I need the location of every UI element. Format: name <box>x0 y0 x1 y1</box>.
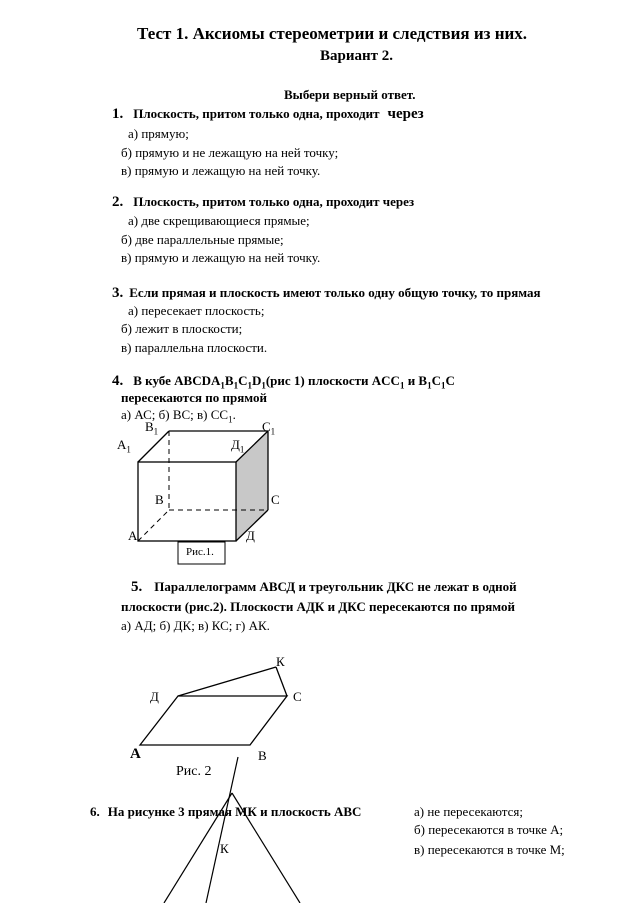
question-text: Если прямая и плоскость имеют только одну общую точку, то прямая <box>129 285 541 300</box>
question-number: 5. <box>131 579 143 595</box>
fig2-label-b: В <box>258 748 267 763</box>
fig2-label-a: А <box>130 746 141 762</box>
fig2-label-c: С <box>293 689 302 704</box>
fig1-label-a1: $А_1$ <box>117 437 131 455</box>
answer-1c: в) прямую и лежащую на ней точку. <box>121 163 321 178</box>
answer-2c: в) прямую и лежащую на ней точку. <box>121 250 321 265</box>
question-text-end: через <box>387 106 424 122</box>
fig1-label-d1: $Д_1$ <box>231 437 245 455</box>
fig1-label-c1: $C_1$ <box>262 419 276 437</box>
fig2-label-k: К <box>276 654 285 669</box>
question-text: Плоскость, притом только одна, проходит через <box>133 194 415 209</box>
figure-2-caption: Рис. 2 <box>176 764 212 779</box>
fig2-label-d: Д <box>150 689 159 704</box>
question-5-line2: плоскости (рис.2). Плоскости АДК и ДКС пересекаются по прямой <box>121 599 515 614</box>
answer-6c: в) пересекаются в точке М; <box>414 842 565 857</box>
question-text: Плоскость, притом только одна, проходит <box>133 106 380 121</box>
answer-3a: а) пересекает плоскость; <box>128 303 265 318</box>
fig1-label-a: А <box>128 528 138 543</box>
answer-3b: б) лежит в плоскости; <box>121 321 243 336</box>
fig1-label-c: С <box>271 492 280 507</box>
fig1-label-b: В <box>155 492 164 507</box>
question-number: 3. <box>112 285 124 301</box>
question-6 <box>90 803 361 821</box>
figure-1-caption: Рис.1. <box>186 546 214 558</box>
answer-1b: б) прямую и не лежащую на ней точку; <box>121 145 339 160</box>
answer-2b: б) две параллельные прямые; <box>121 232 284 247</box>
question-text: Параллелограмм АВСД и треугольник ДКС не лежат в одной <box>154 579 517 594</box>
fig1-label-b1: $B_1$ <box>145 419 159 437</box>
question-number: 1. <box>112 106 124 122</box>
answer-3c: в) параллельна плоскости. <box>121 340 268 355</box>
answer-6b: б) пересекаются в точке А; <box>414 822 564 837</box>
fig3-label-k: К <box>220 841 229 856</box>
question-4-line2: пересекаются по прямой <box>121 390 267 405</box>
fig1-label-d: Д <box>246 528 255 543</box>
question-number: 2. <box>112 194 124 210</box>
question-number: 6. <box>90 804 100 819</box>
page-title: Тест 1. Аксиомы стереометрии и следствия из них. <box>137 24 528 43</box>
answers-5: а) АД; б) ДК; в) КС; г) АК. <box>121 618 270 633</box>
question-number: 4. <box>112 373 124 389</box>
question-text: На рисунке 3 прямая МК и плоскость АВС <box>107 804 362 819</box>
variant-label: Вариант 2. <box>320 48 394 64</box>
answers-4: а) АС; б) ВС; в) $СС_1$. <box>121 407 236 425</box>
answer-1a: а) прямую; <box>128 126 189 141</box>
answer-2a: а) две скрещивающиеся прямые; <box>128 213 310 228</box>
question-text: В кубе $ABCDA_1B_1C_1D_1(рис$ 1) плоскости $ACC_1$ и $B_1C_1C$ <box>133 373 455 391</box>
instruction: Выбери верный ответ. <box>284 87 416 102</box>
answer-6a: а) не пересекаются; <box>414 804 523 819</box>
